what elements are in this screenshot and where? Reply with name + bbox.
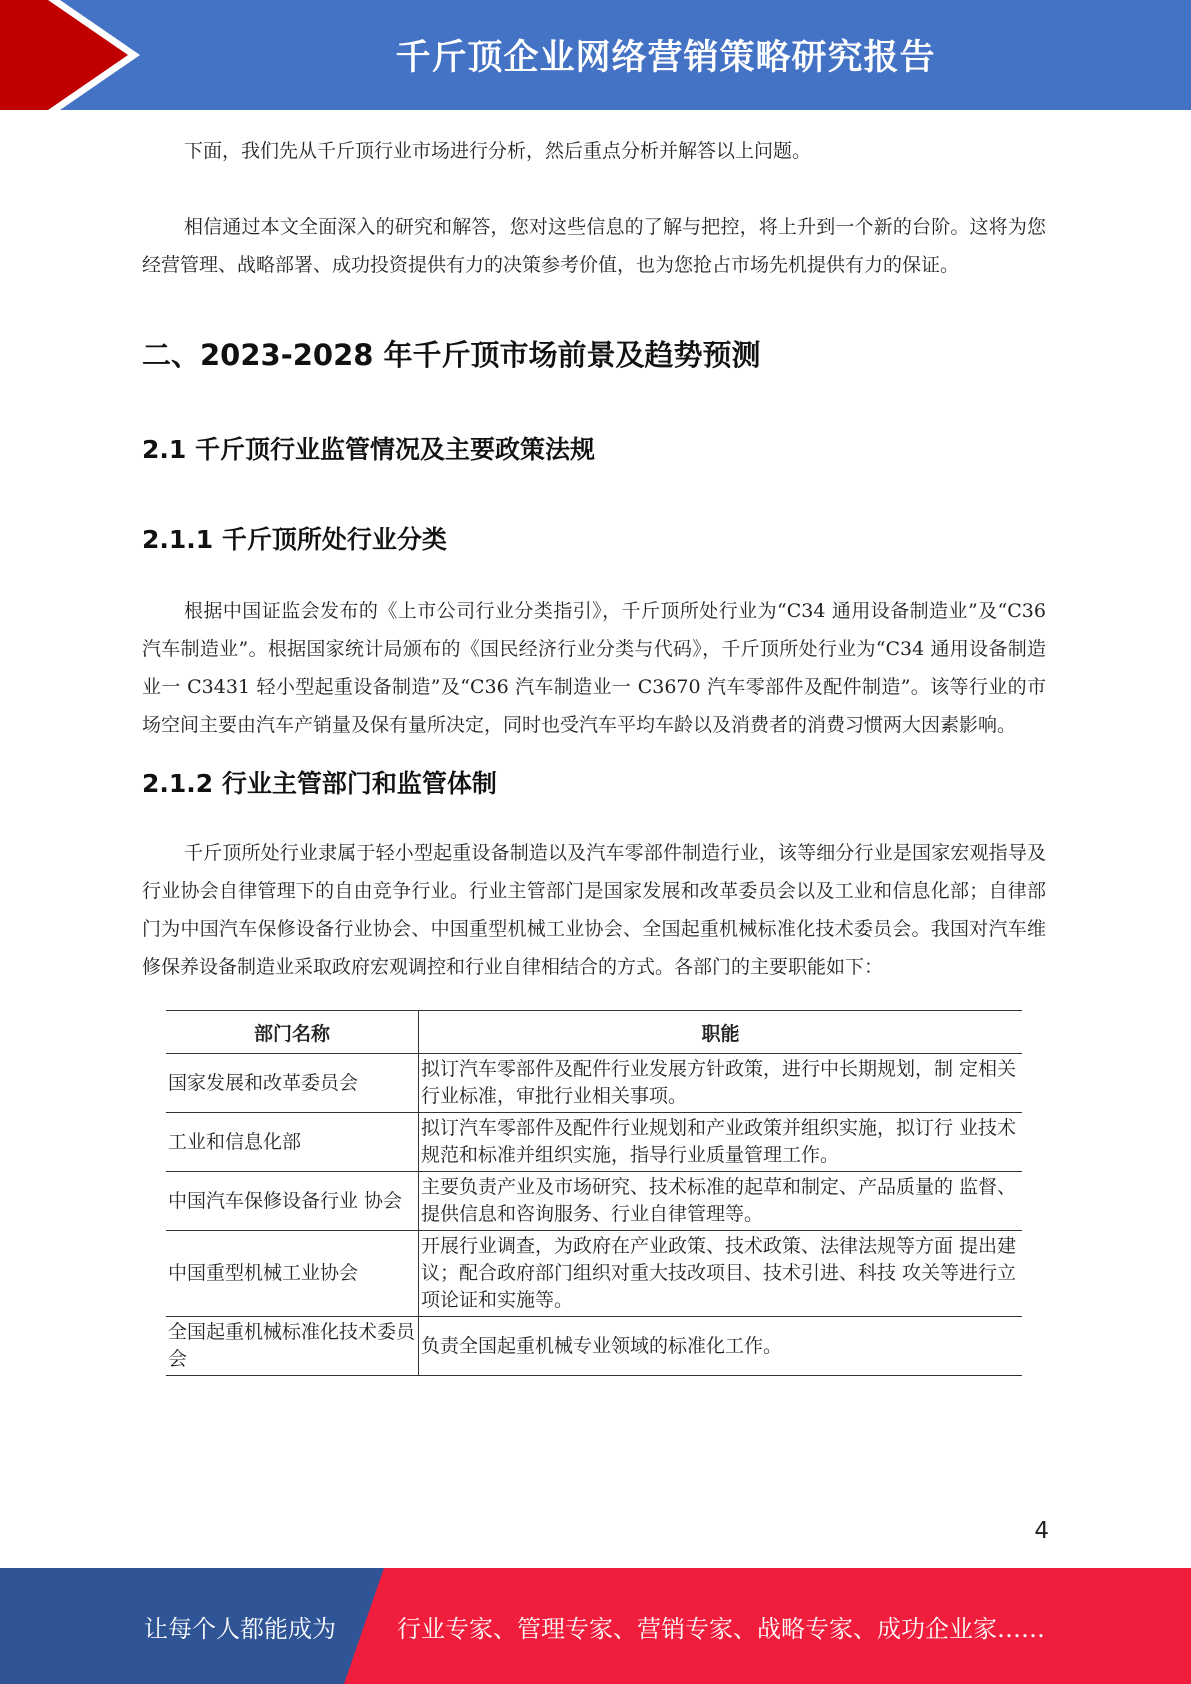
section-2-1-1-heading: 2.1.1 千斤顶所处行业分类 xyxy=(142,525,447,554)
table-cell-duty: 开展行业调查，为政府在产业政策、技术政策、法律法规等方面 提出建议；配合政府部门组织对重大技改项目、技术引进、科技 攻关等进行立项论证和实施等。 xyxy=(419,1231,1023,1317)
footer-slogan-right: 行业专家、管理专家、营销专家、战略专家、成功企业家…… xyxy=(397,1614,1045,1643)
table-header-duty: 职能 xyxy=(419,1011,1023,1054)
table-cell-dept: 工业和信息化部 xyxy=(166,1113,419,1172)
intro-paragraph-1: 下面，我们先从千斤顶行业市场进行分析，然后重点分析并解答以上问题。 xyxy=(184,140,812,162)
section-2-heading: 二、2023-2028 年千斤顶市场前景及趋势预测 xyxy=(142,338,761,372)
table-cell-duty: 拟订汽车零部件及配件行业发展方针政策，进行中长期规划，制 定相关行业标准，审批行业相关事项。 xyxy=(419,1054,1023,1113)
table-cell-duty: 主要负责产业及市场研究、技术标准的起草和制定、产品质量的 监督、提供信息和咨询服务、行业自律管理等。 xyxy=(419,1172,1023,1231)
table-cell-duty: 拟订汽车零部件及配件行业规划和产业政策并组织实施，拟订行 业技术规范和标准并组织实施，指导行业质量管理工作。 xyxy=(419,1113,1023,1172)
table-row xyxy=(166,1317,1022,1376)
document-body xyxy=(142,132,1046,1376)
table-header-row xyxy=(166,1011,1022,1054)
table-row xyxy=(166,1172,1022,1231)
table-cell-dept: 中国汽车保修设备行业 协会 xyxy=(166,1172,419,1231)
section-2-1-2-paragraph: 千斤顶所处行业隶属于轻小型起重设备制造以及汽车零部件制造行业，该等细分行业是国家宏观指导及行业协会自律管理下的自由竞争行业。行业主管部门是国家发展和改革委员会以及工业和信息化部；自律部门为中国汽车保修设备行业协会、中国重型机械工业协会、全国起重机械标准化技术委员会。我国对汽车维修保养设备制造业采取政府宏观调控和行业自律相结合的方式。各部门的主要职能如下： xyxy=(142,842,1046,978)
department-duty-table xyxy=(166,1010,1022,1376)
intro-paragraph-2: 相信通过本文全面深入的研究和解答，您对这些信息的了解与把控，将上升到一个新的台阶。这将为您经营管理、战略部署、成功投资提供有力的决策参考价值，也为您抢占市场先机提供有力的保证。 xyxy=(142,216,1046,276)
page-header xyxy=(0,0,1191,110)
page-number: 4 xyxy=(1034,1518,1049,1544)
header-chevron-icon xyxy=(0,0,150,110)
report-title: 千斤顶企业网络营销策略研究报告 xyxy=(395,38,936,78)
table-cell-duty: 负责全国起重机械专业领域的标准化工作。 xyxy=(419,1317,1023,1376)
section-2-1-1-paragraph: 根据中国证监会发布的《上市公司行业分类指引》，千斤顶所处行业为“C34 通用设备制造业”及“C36 汽车制造业”。根据国家统计局颁布的《国民经济行业分类与代码》，千斤顶所处行业为“C34 通用设备制造业一 C3431 轻小型起重设备制造”及“C36 汽车制造业一 C3670 汽车零部件及配件制造”。该等行业的市场空间主要由汽车产销量及保有量所决定，同时也受汽车平均车龄以及消费者的消费习惯两大因素影响。 xyxy=(142,600,1046,736)
table-row xyxy=(166,1054,1022,1113)
table-row xyxy=(166,1113,1022,1172)
table-header-dept: 部门名称 xyxy=(166,1011,419,1054)
table-cell-dept: 国家发展和改革委员会 xyxy=(166,1054,419,1113)
section-2-1-2-heading: 2.1.2 行业主管部门和监管体制 xyxy=(142,769,497,798)
table-row xyxy=(166,1231,1022,1317)
page-footer xyxy=(0,1568,1191,1684)
footer-slogan-left: 让每个人都能成为 xyxy=(144,1614,336,1643)
table-cell-dept: 中国重型机械工业协会 xyxy=(166,1231,419,1317)
table-cell-dept: 全国起重机械标准化技术委员会 xyxy=(166,1317,419,1376)
section-2-1-heading: 2.1 千斤顶行业监管情况及主要政策法规 xyxy=(142,435,595,464)
